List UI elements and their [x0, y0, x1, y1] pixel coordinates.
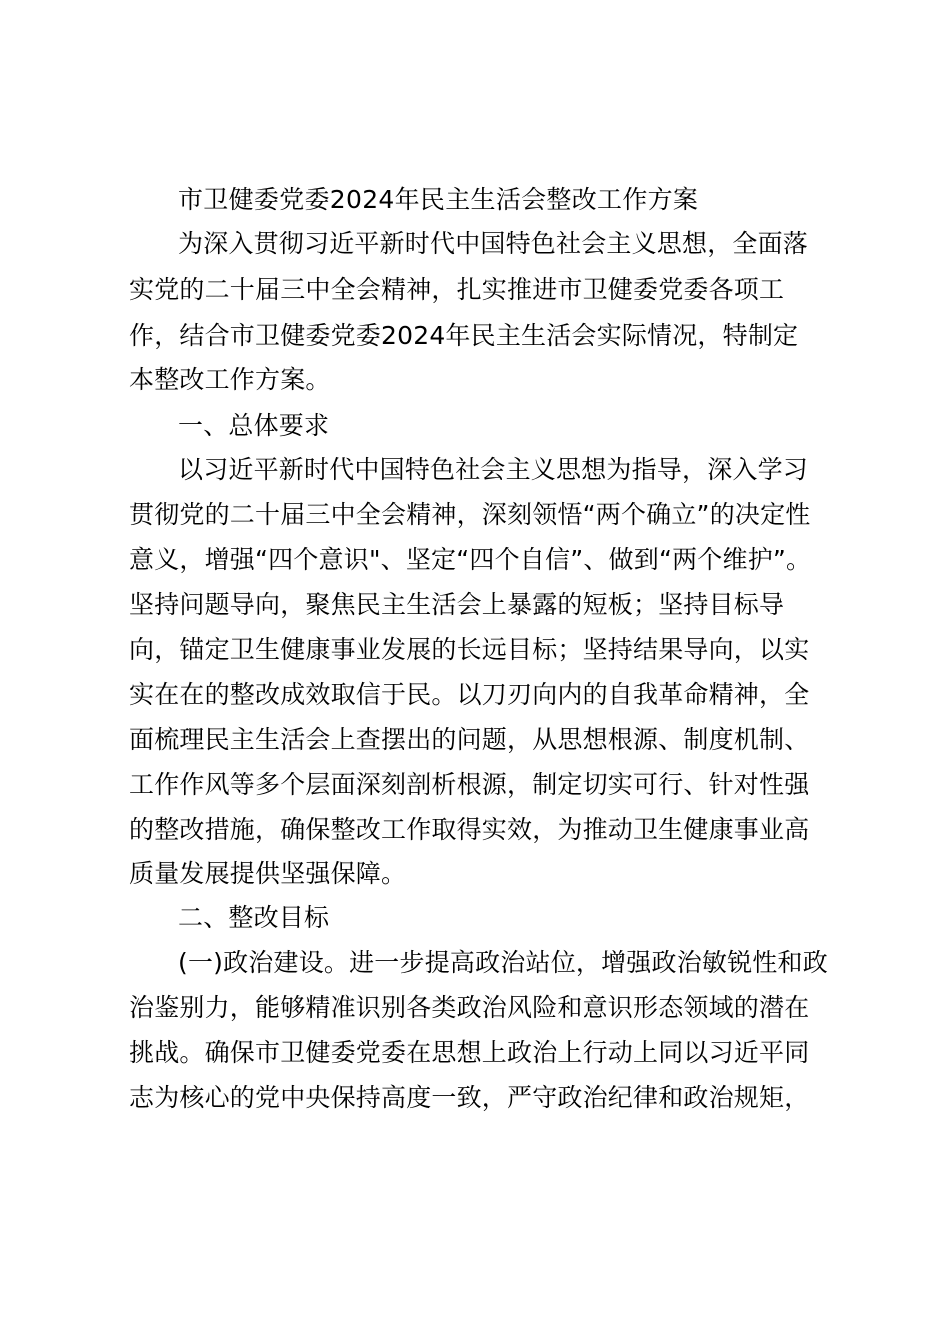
section2-line: 挑战。确保市卫健委党委在思想上政治上行动上同以习近平同: [129, 1038, 810, 1067]
intro-line: 实党的二十届三中全会精神，扎实推进市卫健委党委各项工: [129, 275, 785, 304]
section1-line: 实在在的整改成效取信于民。以刀刃向内的自我革命精神，全: [129, 680, 810, 709]
section1-line: 的整改措施，确保整改工作取得实效，为推动卫生健康事业高: [129, 815, 810, 844]
intro-line: 为深入贯彻习近平新时代中国特色社会主义思想，全面落: [178, 229, 809, 258]
section2-line: 志为核心的党中央保持高度一致，严守政治纪律和政治规矩，: [129, 1083, 810, 1112]
document-title: 市卫健委党委2024年民主生活会整改工作方案: [178, 185, 699, 214]
section-heading-overall-requirements: 一、总体要求: [178, 411, 330, 440]
section1-line: 面梳理民主生活会上查摆出的问题，从思想根源、制度机制、: [129, 725, 810, 754]
section1-line: 意义，增强“四个意识"、坚定“四个自信”、做到“两个维护”。: [129, 545, 812, 574]
section-heading-rectification-goals: 二、整改目标: [178, 903, 330, 932]
section1-line: 向，锚定卫生健康事业发展的长远目标；坚持结果导向，以实: [129, 635, 810, 664]
intro-line: 作，结合市卫健委党委2024年民主生活会实际情况，特制定: [129, 321, 799, 350]
section2-line: 治鉴别力，能够精准识别各类政治风险和意识形态领域的潜在: [129, 993, 810, 1022]
section1-line: 贯彻党的二十届三中全会精神，深刻领悟“两个确立”的决定性: [129, 500, 811, 529]
section2-line: (一)政治建设。进一步提高政治站位，增强政治敏锐性和政: [178, 948, 828, 977]
section1-line: 工作作风等多个层面深刻剖析根源，制定切实可行、针对性强: [129, 770, 810, 799]
intro-line: 本整改工作方案。: [129, 365, 331, 394]
section1-line: 坚持问题导向，聚焦民主生活会上暴露的短板；坚持目标导: [129, 590, 785, 619]
section1-line: 以习近平新时代中国特色社会主义思想为指导，深入学习: [178, 455, 809, 484]
section1-line: 质量发展提供坚强保障。: [129, 859, 407, 888]
